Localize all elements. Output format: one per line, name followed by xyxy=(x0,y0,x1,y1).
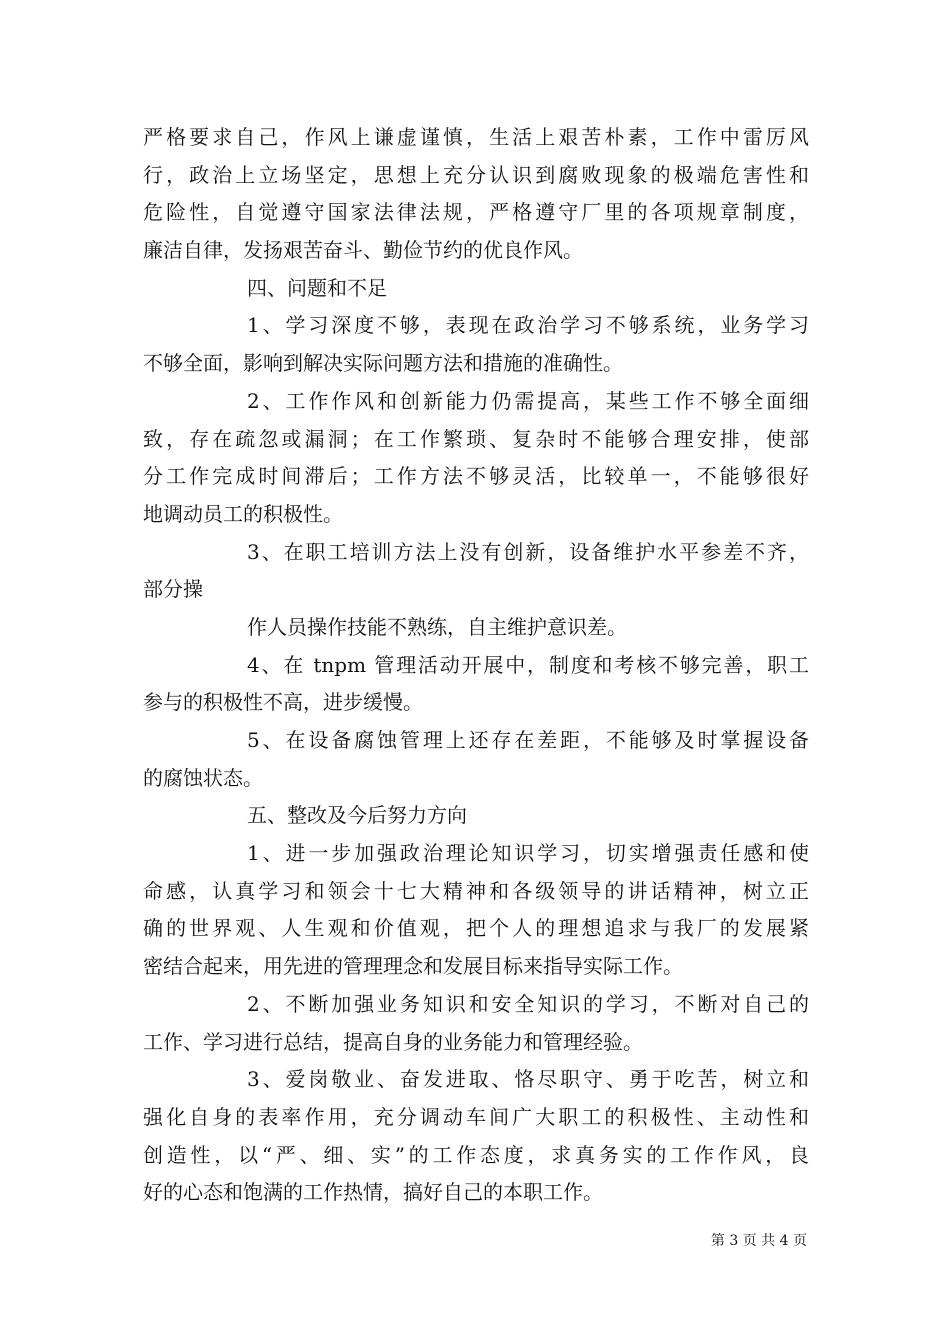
text-line: 1、学习深度不够，表现在政治学习不够系统，业务学习 xyxy=(247,313,809,338)
paragraph-item xyxy=(143,383,809,534)
page-number-label: 第 3 页 共 4 页 xyxy=(710,1233,807,1249)
document-body xyxy=(143,119,809,1212)
text-line: 命感，认真学习和领会十七大精神和各级领导的讲话精神，树立正 xyxy=(143,878,809,903)
text-line: 3、爱岗敬业、奋发进取、恪尽职守、勇于吃苦，树立和 xyxy=(247,1067,809,1092)
paragraph-item xyxy=(143,1061,809,1212)
heading-text: 五、整改及今后努力方向 xyxy=(247,803,467,828)
paragraph-item xyxy=(143,609,809,647)
text-line: 密结合起来，用先进的管理理念和发展目标来指导实际工作。 xyxy=(143,954,683,979)
text-line: 创造性，以“严、细、实”的工作态度，求真务实的工作作风，良 xyxy=(143,1142,809,1167)
text-line: 2、不断加强业务知识和安全知识的学习，不断对自己的 xyxy=(247,991,809,1016)
text-line: 致，存在疏忽或漏洞；在工作繁琐、复杂时不能够合理安排，使部 xyxy=(143,426,809,451)
paragraph-item xyxy=(143,534,809,609)
paragraph-item xyxy=(143,986,809,1061)
text-line: 强化自身的表率作用，充分调动车间广大职工的积极性、主动性和 xyxy=(143,1104,809,1129)
page-number-footer xyxy=(711,1232,807,1250)
text-line: 地调动员工的积极性。 xyxy=(143,501,343,526)
text-line: 3、在职工培训方法上没有创新，设备维护水平参差不齐， xyxy=(247,539,809,564)
text-line: 4、在 tnpm 管理活动开展中，制度和考核不够完善，职工 xyxy=(247,652,809,677)
text-line: 廉洁自律，发扬艰苦奋斗、勤俭节约的优良作风。 xyxy=(143,238,583,263)
text-line: 部分操 xyxy=(143,577,203,602)
text-line: 的腐蚀状态。 xyxy=(143,765,263,790)
text-line: 严格要求自己，作风上谦虚谨慎，生活上艰苦朴素，工作中雷厉风 xyxy=(143,125,809,149)
paragraph-item xyxy=(143,835,809,986)
text-line: 分工作完成时间滞后；工作方法不够灵活，比较单一，不能够很好 xyxy=(143,464,809,489)
paragraph-item xyxy=(143,307,809,382)
paragraph-item xyxy=(143,722,809,797)
text-line: 行，政治上立场坚定，思想上充分认识到腐败现象的极端危害性和 xyxy=(143,162,809,187)
paragraph-item xyxy=(143,647,809,722)
text-line: 危险性，自觉遵守国家法律法规，严格遵守厂里的各项规章制度， xyxy=(143,200,809,225)
text-line: 5、在设备腐蚀管理上还存在差距，不能够及时掌握设备 xyxy=(247,728,809,752)
text-line: 确的世界观、人生观和价值观，把个人的理想追求与我厂的发展紧 xyxy=(143,916,809,941)
text-line: 工作、学习进行总结，提高自身的业务能力和管理经验。 xyxy=(143,1029,643,1054)
text-line: 不够全面，影响到解决实际问题方法和措施的准确性。 xyxy=(143,351,623,376)
section-heading-problems xyxy=(143,270,809,308)
text-line: 好的心态和饱满的工作热情，搞好自己的本职工作。 xyxy=(143,1180,603,1205)
text-line: 参与的积极性不高，进步缓慢。 xyxy=(143,690,423,715)
paragraph-continuation xyxy=(143,119,809,270)
heading-text: 四、问题和不足 xyxy=(247,275,387,300)
section-heading-rectification xyxy=(143,797,809,835)
text-line: 1、进一步加强政治理论知识学习，切实增强责任感和使 xyxy=(247,841,809,866)
text-line: 作人员操作技能不熟练，自主维护意识差。 xyxy=(247,614,627,639)
text-line: 2、工作作风和创新能力仍需提高，某些工作不够全面细 xyxy=(247,388,809,413)
